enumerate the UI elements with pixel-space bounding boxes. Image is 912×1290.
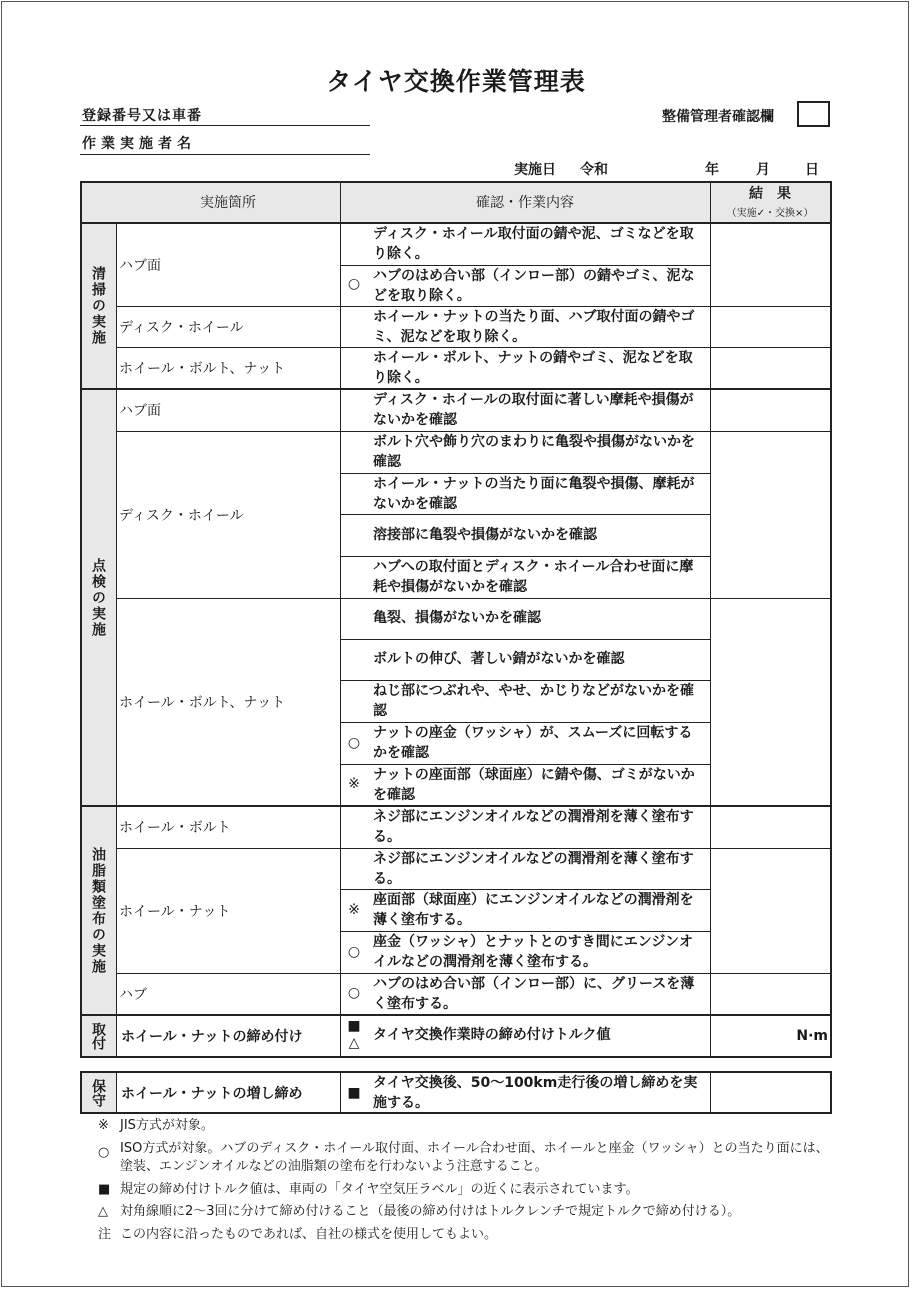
subrow-divider (340, 473, 710, 474)
subrow-divider (340, 764, 710, 765)
result-cell-oil-nut[interactable] (711, 849, 829, 973)
result-cell-retighten[interactable] (711, 1073, 829, 1113)
kome-mark: ※ (348, 776, 360, 792)
table-border-left (80, 181, 82, 1058)
location-tightening: ホイール・ナットの締め付け (121, 1028, 303, 1045)
note-text: 規定の締め付けトルク値は、車両の「タイヤ空気圧ラベル」の近くに表示されています。 (120, 1182, 639, 1197)
work-item-12: ねじ部につぶれや、やせ、かじりなどがないかを確認 (373, 683, 695, 719)
result-cell-inspect-disc[interactable] (711, 432, 829, 598)
row-divider (116, 306, 831, 307)
square-mark: ■ (347, 1085, 361, 1101)
worker-label: 作業実施者名 (82, 136, 196, 152)
maint-border-right (830, 1071, 832, 1114)
category-maint: 保守 (90, 1078, 106, 1107)
work-item-11: ボルトの伸び、著しい錆がないかを確認 (373, 651, 625, 667)
subrow-divider (340, 556, 710, 557)
torque-unit: N·m (796, 1027, 828, 1044)
note-mark: 注 (98, 1227, 112, 1242)
category-inspect: 点検の実施 (90, 557, 106, 638)
circle-mark: ○ (347, 944, 361, 960)
kome-mark: ※ (348, 902, 360, 918)
work-item-6: ボルト穴や飾り穴のまわりに亀裂や損傷がないかを確認 (373, 434, 695, 470)
location-bolt-nut: ホイール・ボルト、ナット (119, 361, 286, 377)
registration-line[interactable] (80, 125, 370, 126)
work-item-4: ホイール・ボルト、ナットの錆やゴミ、泥などを取り除く。 (373, 350, 693, 386)
circle-mark: ○ (347, 985, 361, 1001)
location-wheel-nut: ホイール・ナット (119, 903, 231, 920)
result-cell-clean-disc[interactable] (711, 307, 829, 347)
work-item-8: 溶接部に亀裂や損傷がないかを確認 (373, 527, 597, 543)
table-border-right (830, 181, 832, 1058)
note-text: JIS方式が対象。 (120, 1118, 214, 1133)
col-divider (340, 181, 341, 1056)
location-hub-surface: ハブ面 (119, 257, 161, 274)
category-divider (80, 388, 832, 390)
location-retightening: ホイール・ナットの増し締め (121, 1085, 303, 1102)
result-cell-clean-bolt-nut[interactable] (711, 348, 829, 389)
subrow-divider (340, 889, 710, 890)
note-diagonal (98, 1203, 838, 1221)
circle-mark: ○ (347, 276, 361, 292)
note-mark: ■ (98, 1182, 111, 1197)
row-divider (116, 848, 831, 849)
result-cell-oil-hub[interactable] (711, 974, 829, 1015)
note-text: 対角線順に2〜3回に分けて締め付けること（最後の締め付けはトルクレンチで規定トルクで締め付ける）。 (120, 1204, 741, 1219)
location-hub-surface-inspect: ハブ面 (119, 403, 161, 419)
work-item-20: タイヤ交換作業時の締め付けトルク値 (373, 1027, 611, 1043)
work-item-3: ホイール・ナットの当たり面、ハブ取付面の錆やゴミ、泥などを取り除く。 (373, 309, 695, 345)
subrow-divider (340, 931, 710, 932)
category-oil: 油脂類塗布の実施 (90, 846, 106, 975)
year-label: 年 (705, 162, 719, 178)
note-custom-form (98, 1226, 833, 1244)
work-item-5: ディスク・ホイールの取付面に著しい摩耗や損傷がないかを確認 (373, 392, 694, 428)
category-clean: 清掃の実施 (90, 266, 106, 346)
col-result-subheader: （実施✓・交換×） (726, 207, 814, 219)
col-divider (710, 181, 711, 1056)
work-item-10: 亀裂、損傷がないかを確認 (373, 610, 541, 626)
registration-label: 登録番号又は車番 (82, 108, 202, 124)
maint-border-left (80, 1071, 82, 1114)
subrow-divider (340, 639, 710, 640)
work-item-15: ネジ部にエンジンオイルなどの潤滑剤を薄く塗布する。 (373, 809, 694, 845)
subrow-divider (340, 680, 710, 681)
page-title: タイヤ交換作業管理表 (326, 67, 586, 96)
category-attach: 取付 (90, 1021, 106, 1050)
location-disc-wheel-inspect: ディスク・ホイール (119, 507, 244, 524)
manager-confirm-label: 整備管理者確認欄 (662, 109, 774, 125)
subrow-divider (340, 514, 710, 515)
location-hub: ハブ (119, 987, 147, 1003)
col-divider (116, 1071, 117, 1113)
location-disc-wheel: ディスク・ホイール (119, 319, 244, 336)
table-border-top (80, 181, 832, 183)
day-label: 日 (805, 162, 819, 178)
row-divider (116, 598, 831, 599)
subrow-divider (340, 265, 710, 266)
row-divider (116, 431, 831, 432)
row-divider (116, 973, 831, 974)
location-wheel-bolt: ホイール・ボルト (119, 820, 231, 836)
header-divider (80, 222, 832, 224)
col-divider (710, 1071, 711, 1113)
maint-border-bottom (80, 1112, 832, 1114)
work-item-17: 座面部（球面座）にエンジンオイルなどの潤滑剤を薄く塗布する。 (373, 892, 694, 928)
date-label: 実施日 (514, 162, 556, 178)
category-divider (80, 1014, 832, 1016)
work-item-13: ナットの座金（ワッシャ）が、スムーズに回転するかを確認 (373, 725, 693, 761)
triangle-mark: △ (348, 1035, 360, 1051)
note-iso (98, 1140, 833, 1176)
work-item-9: ハブへの取付面とディスク・ホイール合わせ面に摩耗や損傷がないかを確認 (373, 559, 694, 595)
result-cell-inspect-hub[interactable] (711, 390, 829, 431)
col-result-header: 結 果 (749, 186, 791, 202)
subrow-divider (340, 722, 710, 723)
note-mark: ○ (98, 1145, 110, 1160)
note-text: ISO方式が対象。ハブのディスク・ホイール取付面、ホイール合わせ面、ホイールと座金（ワッシャ）との当たり面には、塗装、エンジンオイルなどの油脂類の塗布を行わないよう注意すること。 (120, 1141, 829, 1174)
work-item-14: ナットの座面部（球面座）に錆や傷、ゴミがないかを確認 (373, 767, 695, 803)
era-label: 令和 (580, 162, 608, 178)
torque-value-input[interactable] (711, 1016, 761, 1056)
work-item-1: ディスク・ホイール取付面の錆や泥、ゴミなどを取り除く。 (373, 226, 694, 262)
col-location-header: 実施箇所 (200, 195, 256, 211)
location-bolt-nut-inspect: ホイール・ボルト、ナット (119, 695, 286, 711)
worker-line[interactable] (80, 154, 370, 155)
work-item-2: ハブのはめ合い部（インロー部）の錆やゴミ、泥などを取り除く。 (373, 268, 695, 304)
circle-mark: ○ (347, 735, 361, 751)
note-jis (98, 1117, 833, 1135)
note-text: この内容に沿ったものであれば、自社の様式を使用してもよい。 (120, 1227, 498, 1242)
col-content-header: 確認・作業内容 (476, 195, 574, 211)
work-item-19: ハブのはめ合い部（インロー部）に、グリースを薄く塗布する。 (373, 976, 695, 1012)
work-item-18: 座金（ワッシャ）とナットとのすき間にエンジンオイルなどの潤滑剤を薄く塗布する。 (373, 934, 694, 970)
table-border-bottom (80, 1056, 832, 1058)
note-mark: △ (98, 1204, 108, 1219)
square-mark: ■ (347, 1018, 361, 1034)
note-mark: ※ (98, 1118, 109, 1133)
work-item-16: ネジ部にエンジンオイルなどの潤滑剤を薄く塗布する。 (373, 851, 694, 887)
month-label: 月 (756, 162, 770, 178)
note-torque (98, 1181, 833, 1199)
result-cell-clean-hub[interactable] (711, 224, 829, 306)
col-divider (340, 1071, 341, 1113)
manager-confirm-box[interactable] (797, 101, 830, 127)
work-item-7: ホイール・ナットの当たり面に亀裂や損傷、摩耗がないかを確認 (373, 476, 695, 512)
result-cell-oil-bolt[interactable] (711, 807, 829, 848)
row-divider (116, 347, 831, 348)
maint-border-top (80, 1071, 832, 1073)
result-cell-inspect-bolt-nut[interactable] (711, 599, 829, 806)
category-divider (80, 805, 832, 807)
work-item-21: タイヤ交換後、50〜100km走行後の増し締めを実施する。 (373, 1075, 698, 1111)
